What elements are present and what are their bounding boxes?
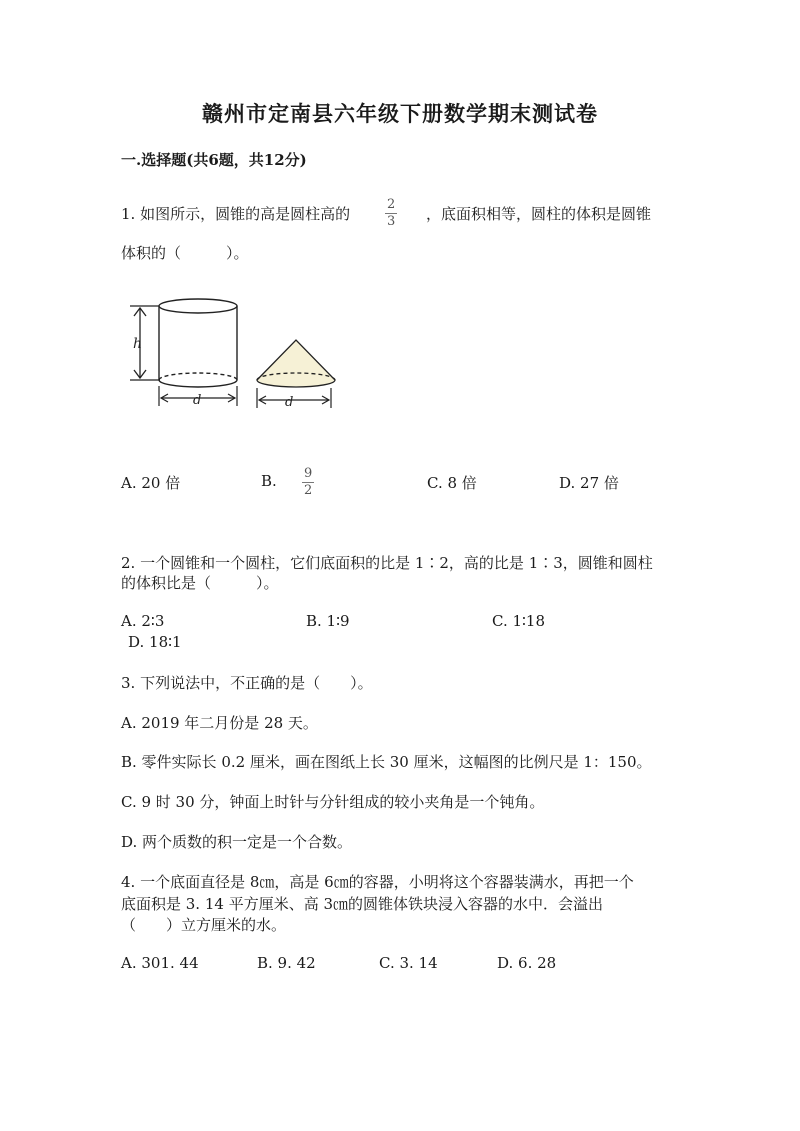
q1-text-after: ，底面积相等，圆柱的体积是圆锥 <box>426 205 652 223</box>
q4-option-c: C. 3. 14 <box>379 954 438 972</box>
q2-line1: 2. 一个圆锥和一个圆柱，它们底面积的比是 1∶2，高的比是 1∶3，圆锥和圆柱 <box>121 554 653 572</box>
q4-line2: 底面积是 3. 14 平方厘米、高 3㎝的圆锥体铁块浸入容器的水中．会溢出 <box>121 895 604 913</box>
cone-shape <box>257 340 335 387</box>
q1-option-b-denominator: 2 <box>304 483 313 498</box>
q3-option-d: D. 两个质数的积一定是一个合数。 <box>121 833 353 851</box>
q4-option-d: D. 6. 28 <box>497 954 557 972</box>
q2-option-a: A. 2∶3 <box>121 612 165 630</box>
q2-option-c: C. 1∶18 <box>492 612 546 630</box>
q1-text-line2: 体积的（ ）。 <box>121 244 249 262</box>
q3-option-c: C. 9 时 30 分，钟面上时针与分针组成的较小夹角是一个钝角。 <box>121 793 545 811</box>
q3-stem: 3. 下列说法中，不正确的是（ ）。 <box>121 674 373 692</box>
q3-option-b: B. 零件实际长 0.2 厘米，画在图纸上长 30 厘米，这幅图的比例尺是 1：150。 <box>121 753 652 771</box>
q1-figure <box>120 290 350 420</box>
section-heading: 一.选择题(共6题，共12分) <box>121 151 307 169</box>
q3-option-a: A. 2019 年二月份是 28 天。 <box>121 714 318 732</box>
q4-line3: （ ）立方厘米的水。 <box>121 916 287 934</box>
q1-option-c: C. 8 倍 <box>427 474 477 492</box>
q1-option-d: D. 27 倍 <box>559 474 619 492</box>
page-title: 赣州市定南县六年级下册数学期末测试卷 <box>202 101 598 126</box>
q1-option-b-label: B. <box>261 472 277 490</box>
cone-diameter-arrow <box>257 388 331 408</box>
cylinder-shape <box>159 299 237 387</box>
q4-option-a: A. 301. 44 <box>121 954 199 972</box>
q1-option-b-fraction <box>302 466 314 499</box>
cylinder-diameter-label: d <box>193 393 202 408</box>
q2-option-d: D. 18∶1 <box>128 633 182 651</box>
q1-fraction-denominator: 3 <box>387 214 396 229</box>
q2-line2: 的体积比是（ ）。 <box>121 574 279 592</box>
q1-option-b-numerator: 9 <box>304 466 313 481</box>
q1-text-before: 1. 如图所示，圆锥的高是圆柱高的 <box>121 205 351 223</box>
cone-diameter-label: d <box>285 395 294 410</box>
q1-fraction <box>385 197 397 230</box>
q1-fraction-numerator: 2 <box>387 197 396 212</box>
q2-option-b: B. 1∶9 <box>306 612 350 630</box>
q1-option-a: A. 20 倍 <box>121 474 181 492</box>
q4-line1: 4. 一个底面直径是 8㎝，高是 6㎝的容器，小明将这个容器装满水，再把一个 <box>121 873 634 891</box>
q4-option-b: B. 9. 42 <box>257 954 316 972</box>
height-label: h <box>133 336 143 352</box>
